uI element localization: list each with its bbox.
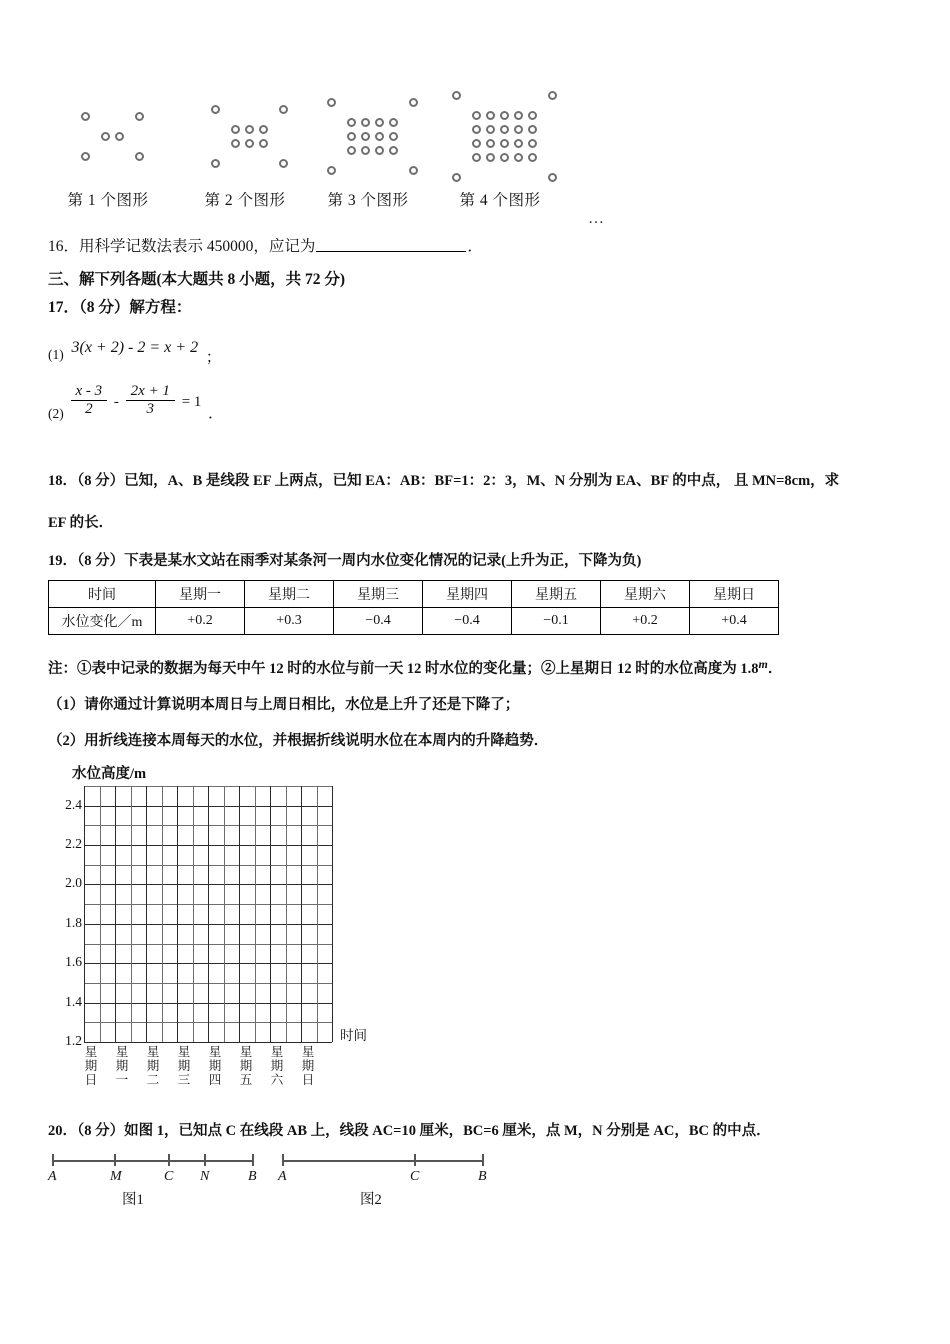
segment-line — [282, 1160, 482, 1162]
table-row-label: 水位变化／m — [49, 608, 156, 635]
grid-line-vertical — [270, 786, 271, 1042]
grid-line-vertical — [317, 786, 318, 1042]
water-level-grid-chart — [62, 762, 392, 1092]
question-16 — [48, 236, 483, 258]
table-header-row — [49, 581, 779, 608]
dot-figure-sequence — [48, 82, 608, 227]
note-unit: m — [758, 657, 768, 671]
chart-plot-grid[interactable] — [84, 786, 332, 1042]
segment-point-label: M — [110, 1169, 122, 1184]
y-tick-label: 2.2 — [65, 836, 82, 852]
table-cell: −0.1 — [512, 608, 601, 635]
inner-dot — [472, 153, 481, 162]
inner-dot — [472, 125, 481, 134]
inner-dot — [528, 139, 537, 148]
grid-line-vertical — [146, 786, 147, 1042]
x-tick-label: 星期二 — [146, 1045, 160, 1087]
q17-part1-label: (1) — [48, 347, 64, 362]
y-tick-label: 1.6 — [65, 954, 82, 970]
table-cell: −0.4 — [334, 608, 423, 635]
table-header-cell: 星期四 — [423, 581, 512, 608]
corner-dot — [135, 152, 144, 161]
fraction-denominator: 3 — [126, 400, 175, 418]
x-tick-label: 星期日 — [84, 1045, 98, 1087]
chart-x-axis-title: 时间 — [340, 1028, 367, 1043]
corner-dot — [452, 91, 461, 100]
corner-dot — [327, 166, 336, 175]
table-row — [49, 608, 779, 635]
inner-dot — [231, 139, 240, 148]
q17-part2-fraction-2 — [126, 383, 175, 418]
inner-dot — [514, 111, 523, 120]
segment-figure-2 — [278, 1152, 498, 1208]
y-tick-label: 2.4 — [65, 796, 82, 812]
x-tick-label: 星期三 — [177, 1045, 191, 1087]
corner-dot — [211, 159, 220, 168]
dot-figure-caption-4: 第 4 个图形 — [459, 192, 541, 209]
corner-dot — [279, 159, 288, 168]
x-tick-label: 星期四 — [208, 1045, 222, 1087]
q16-period: ． — [467, 238, 483, 255]
inner-dot — [389, 146, 398, 155]
note-text: 注：①表中记录的数据为每天中午 12 时的水位与前一天 12 时水位的变化量；②上星期日 12 时的水位高度为 1.8 — [48, 661, 759, 677]
grid-line-vertical — [239, 786, 240, 1042]
inner-dot — [259, 125, 268, 134]
corner-dot — [548, 91, 557, 100]
corner-dot — [279, 105, 288, 114]
dot-figure-caption-2: 第 2 个图形 — [204, 192, 286, 209]
segment-tick — [168, 1154, 170, 1166]
segment-point-label: C — [164, 1169, 174, 1184]
dot-figure-4 — [430, 82, 570, 182]
inner-dot — [361, 146, 370, 155]
y-tick-label: 1.2 — [65, 1033, 82, 1048]
section-3-heading: 三、解下列各题(本大题共 8 小题，共 72 分) — [48, 271, 346, 288]
grid-line-vertical — [131, 786, 132, 1042]
question-18-line-1: 18．（8 分）已知，A、B 是线段 EF 上两点，已知 EA：AB：BF=1：2：3，M、N 分别为 EA、BF 的中点， 且 MN=8cm，求 — [48, 473, 840, 489]
inner-dot — [101, 132, 110, 141]
inner-dot — [389, 132, 398, 141]
segment-point-label: B — [478, 1169, 487, 1184]
table-header-cell: 星期三 — [334, 581, 423, 608]
table-header-cell: 星期二 — [245, 581, 334, 608]
x-tick-label: 星期一 — [115, 1045, 129, 1087]
segment-figure-1-label: 图1 — [122, 1192, 144, 1208]
segment-tick — [282, 1154, 284, 1166]
corner-dot — [81, 112, 90, 121]
inner-dot — [500, 125, 509, 134]
q17-part2-terminator: ． — [208, 405, 224, 422]
chart-y-axis-title: 水位高度/m — [72, 766, 147, 782]
fraction-numerator: x - 3 — [75, 383, 103, 399]
inner-dot — [486, 139, 495, 148]
y-tick-label: 1.8 — [65, 914, 82, 930]
inner-dot — [361, 132, 370, 141]
inner-dot — [375, 146, 384, 155]
table-header-cell: 星期五 — [512, 581, 601, 608]
inner-dot — [486, 125, 495, 134]
inner-dot — [528, 153, 537, 162]
x-tick-label: 星期五 — [239, 1045, 253, 1087]
table-cell: +0.4 — [690, 608, 779, 635]
inner-dot — [500, 153, 509, 162]
inner-dot — [245, 139, 254, 148]
segment-line — [52, 1160, 252, 1162]
fraction-numerator: 2x + 1 — [130, 383, 170, 399]
q17-part2-rhs: = 1 — [181, 393, 202, 410]
inner-dot — [472, 111, 481, 120]
dot-figure-2 — [180, 82, 310, 182]
note-period: ． — [767, 661, 783, 677]
corner-dot — [327, 98, 336, 107]
fraction-denominator: 2 — [71, 400, 108, 418]
table-cell: −0.4 — [423, 608, 512, 635]
inner-dot — [528, 111, 537, 120]
segment-figure-2-label: 图2 — [360, 1192, 382, 1208]
inner-dot — [347, 146, 356, 155]
table-header-cell: 星期六 — [601, 581, 690, 608]
inner-dot — [361, 118, 370, 127]
question-18-line-2: EF 的长． — [48, 515, 114, 531]
grid-line-vertical — [255, 786, 256, 1042]
table-header-cell: 时间 — [49, 581, 156, 608]
water-level-table — [48, 580, 779, 635]
question-17-stem: 17．（8 分）解方程： — [48, 299, 192, 316]
segment-tick — [414, 1154, 416, 1166]
inner-dot — [375, 118, 384, 127]
inner-dot — [514, 153, 523, 162]
segment-point-label: N — [200, 1169, 210, 1184]
q17-part2-fraction-1 — [71, 383, 108, 418]
grid-line-vertical — [208, 786, 209, 1042]
inner-dot — [528, 125, 537, 134]
table-header-cell: 星期一 — [156, 581, 245, 608]
grid-line-vertical — [177, 786, 178, 1042]
inner-dot — [245, 125, 254, 134]
inner-dot — [514, 139, 523, 148]
grid-line-horizontal — [84, 1042, 332, 1043]
corner-dot — [409, 166, 418, 175]
question-20-stem: 20．（8 分）如图 1，已知点 C 在线段 AB 上，线段 AC=10 厘米，BC=6 厘米，点 M，N 分别是 AC，BC 的中点． — [48, 1123, 771, 1139]
inner-dot — [347, 118, 356, 127]
segment-tick — [482, 1154, 484, 1166]
grid-line-vertical — [84, 786, 85, 1042]
inner-dot — [115, 132, 124, 141]
inner-dot — [375, 132, 384, 141]
inner-dot — [389, 118, 398, 127]
inner-dot — [259, 139, 268, 148]
q17-part2 — [48, 383, 224, 422]
q17-part2-label: (2) — [48, 405, 64, 421]
corner-dot — [135, 112, 144, 121]
y-tick-label: 2.0 — [65, 875, 82, 891]
table-cell: +0.3 — [245, 608, 334, 635]
corner-dot — [409, 98, 418, 107]
grid-line-vertical — [193, 786, 194, 1042]
corner-dot — [81, 152, 90, 161]
inner-dot — [486, 111, 495, 120]
segment-tick — [114, 1154, 116, 1166]
inner-dot — [514, 125, 523, 134]
corner-dot — [452, 173, 461, 182]
q16-text: 16．用科学记数法表示 450000，应记为 — [48, 238, 316, 255]
inner-dot — [347, 132, 356, 141]
table-header-cell: 星期日 — [690, 581, 779, 608]
inner-dot — [500, 111, 509, 120]
x-tick-label: 星期六 — [270, 1045, 284, 1087]
grid-line-vertical — [100, 786, 101, 1042]
grid-line-vertical — [115, 786, 116, 1042]
segment-tick — [204, 1154, 206, 1166]
inner-dot — [231, 125, 240, 134]
inner-dot — [486, 153, 495, 162]
segment-tick — [52, 1154, 54, 1166]
table-cell: +0.2 — [601, 608, 690, 635]
segment-point-label: A — [48, 1169, 57, 1184]
grid-line-vertical — [162, 786, 163, 1042]
q16-answer-blank[interactable] — [316, 238, 466, 252]
grid-line-vertical — [286, 786, 287, 1042]
q17-part1-terminator: ； — [205, 350, 221, 366]
grid-line-vertical — [224, 786, 225, 1042]
segment-point-label: C — [410, 1169, 420, 1184]
corner-dot — [548, 173, 557, 182]
inner-dot — [500, 139, 509, 148]
x-tick-label: 星期日 — [301, 1045, 315, 1087]
table-cell: +0.2 — [156, 608, 245, 635]
q17-part2-minus: - — [113, 393, 119, 410]
dot-figure-1 — [48, 82, 168, 182]
q17-part1-expression: 3(x + 2) - 2 = x + 2 — [71, 339, 199, 356]
segment-point-label: B — [248, 1169, 257, 1184]
segment-tick — [252, 1154, 254, 1166]
grid-line-vertical — [332, 786, 333, 1042]
y-tick-label: 1.4 — [65, 993, 82, 1009]
question-19-part-2: （2）用折线连接本周每天的水位，并根据折线说明水位在本周内的升降趋势． — [48, 733, 549, 749]
question-19-part-1: （1）请你通过计算说明本周日与上周日相比，水位是上升了还是下降了； — [48, 697, 520, 713]
corner-dot — [211, 105, 220, 114]
q17-part1 — [48, 336, 221, 366]
sequence-ellipsis: … — [588, 210, 606, 227]
inner-dot — [472, 139, 481, 148]
question-19-stem: 19．（8 分）下表是某水文站在雨季对某条河一周内水位变化情况的记录(上升为正，下降为负) — [48, 553, 642, 569]
segment-figure-1 — [48, 1152, 268, 1208]
dot-figure-caption-3: 第 3 个图形 — [327, 192, 409, 209]
grid-line-vertical — [301, 786, 302, 1042]
dot-figure-3 — [303, 82, 433, 182]
question-19-note — [48, 658, 782, 680]
dot-figure-caption-1: 第 1 个图形 — [67, 192, 149, 209]
segment-point-label: A — [278, 1169, 287, 1184]
